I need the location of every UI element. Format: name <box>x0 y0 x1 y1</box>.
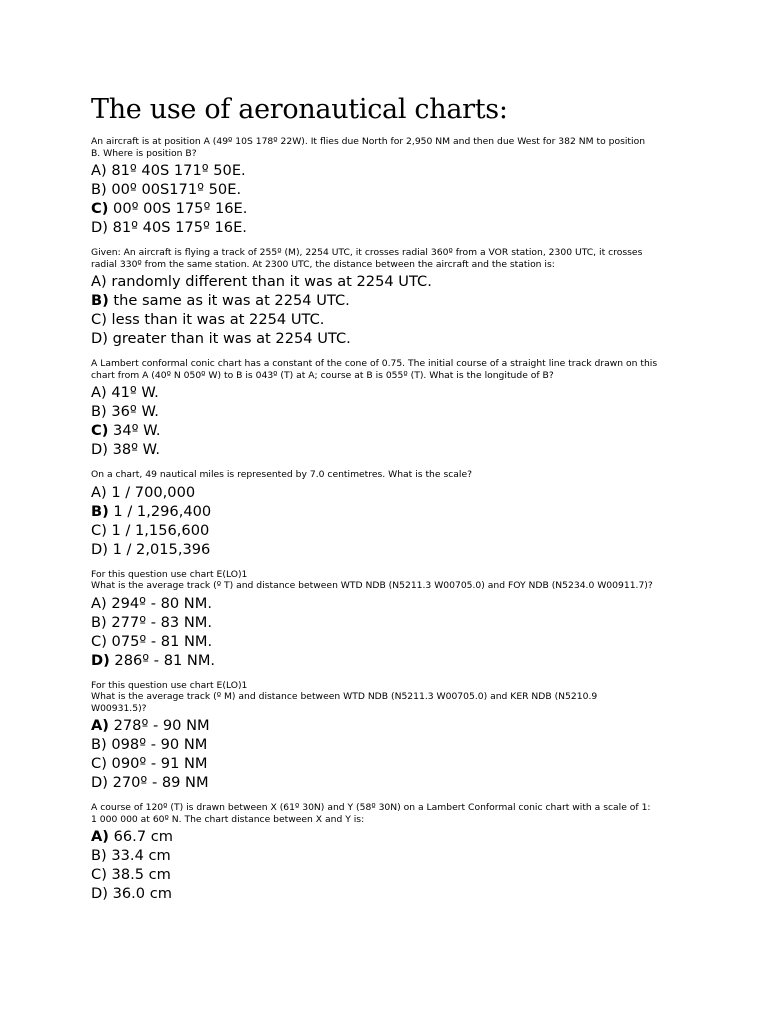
option-text: 098º - 90 NM <box>106 736 208 753</box>
answer-option <box>91 540 691 559</box>
answer-options <box>91 161 691 237</box>
option-text: 286º - 81 NM. <box>109 651 216 669</box>
document-page <box>91 92 691 913</box>
option-text: 00º 00S171º 50E. <box>106 181 242 198</box>
answer-options <box>91 594 691 670</box>
answer-option <box>91 440 691 459</box>
option-letter: C) <box>91 632 107 650</box>
page-title: The use of aeronautical charts: <box>91 94 508 125</box>
question-block <box>91 136 691 237</box>
answer-option <box>91 735 691 754</box>
answer-options <box>91 383 691 459</box>
option-text: 270º - 89 NM <box>107 774 209 791</box>
option-letter: C) <box>91 422 109 439</box>
option-letter: C) <box>91 311 107 328</box>
answer-option <box>91 827 691 846</box>
answer-options <box>91 716 691 792</box>
question-list <box>91 136 691 903</box>
answer-option <box>91 716 691 735</box>
option-letter: C) <box>91 866 107 883</box>
answer-option <box>91 199 691 218</box>
option-letter: B) <box>91 403 107 420</box>
option-text: 38º W. <box>107 441 161 458</box>
option-text: 294º - 80 NM. <box>106 594 212 612</box>
option-letter: A) <box>91 828 109 845</box>
option-text: 36.0 cm <box>107 885 172 902</box>
answer-option <box>91 754 691 773</box>
option-text: 1 / 1,156,600 <box>106 521 210 539</box>
option-letter: D) <box>91 330 108 347</box>
option-text: less than it was at 2254 UTC. <box>106 311 325 328</box>
option-text: greater than it was at 2254 UTC. <box>107 330 351 347</box>
question-block <box>91 680 691 793</box>
option-letter: B) <box>91 502 109 520</box>
option-text: 075º - 81 NM. <box>106 632 213 650</box>
answer-option <box>91 651 691 670</box>
question-block <box>91 569 691 670</box>
option-letter: C) <box>91 200 109 217</box>
question-text: For this question use chart E(LO)1 What is the average track (º T) and distance between WTD NDB (N5211.3 W00705.0) and FOY NDB (N5234.0 W00911.7)? <box>91 568 653 591</box>
answer-option <box>91 594 691 613</box>
option-letter: D) <box>91 774 108 791</box>
question-block <box>91 802 691 903</box>
option-text: 81º 40S 171º 50E. <box>106 162 246 179</box>
option-letter: A) <box>91 717 109 734</box>
option-letter: B) <box>91 181 107 198</box>
answer-option <box>91 773 691 792</box>
question-block <box>91 469 691 559</box>
option-text: the same as it was at 2254 UTC. <box>108 292 350 309</box>
option-text: 090º - 91 NM <box>106 755 208 772</box>
option-letter: A) <box>91 483 107 501</box>
option-letter: B) <box>91 847 107 864</box>
option-letter: D) <box>91 651 110 669</box>
answer-option <box>91 272 691 291</box>
question-text: On a chart, 49 nautical miles is represented by 7.0 centimetres. What is the scale? <box>91 469 473 480</box>
option-letter: B) <box>91 613 107 631</box>
option-letter: D) <box>91 441 108 458</box>
option-text: 1 / 1,296,400 <box>108 502 212 520</box>
option-letter: B) <box>91 736 107 753</box>
question-block <box>91 247 691 348</box>
answer-options <box>91 483 691 559</box>
option-text: 34º W. <box>108 422 161 439</box>
question-text: A Lambert conformal conic chart has a constant of the cone of 0.75. The initial course of a straight line track drawn on this chart from A (40º N 050º W) to B is 043º (T) at A; course at B is 055º (T). What is the longitude of B? <box>91 358 658 381</box>
answer-option <box>91 613 691 632</box>
option-letter: D) <box>91 219 108 236</box>
answer-option <box>91 483 691 502</box>
option-text: 36º W. <box>106 403 159 420</box>
option-text: 81º 40S 175º 16E. <box>107 219 247 236</box>
answer-option <box>91 632 691 651</box>
answer-option <box>91 402 691 421</box>
option-text: 1 / 2,015,396 <box>107 540 211 558</box>
option-letter: C) <box>91 521 107 539</box>
option-text: randomly different than it was at 2254 UTC. <box>106 273 432 290</box>
question-text: An aircraft is at position A (49º 10S 178º 22W). It flies due North for 2,950 NM and then due West for 382 NM to position B. Where is position B? <box>91 136 646 159</box>
option-letter: A) <box>91 384 107 401</box>
option-text: 1 / 700,000 <box>106 483 196 501</box>
answer-options <box>91 827 691 903</box>
answer-option <box>91 421 691 440</box>
option-text: 277º - 83 NM. <box>106 613 212 631</box>
answer-option <box>91 180 691 199</box>
option-text: 00º 00S 175º 16E. <box>108 200 248 217</box>
option-text: 41º W. <box>106 384 159 401</box>
option-letter: B) <box>91 292 109 309</box>
answer-options <box>91 272 691 348</box>
option-text: 66.7 cm <box>108 828 173 845</box>
answer-option <box>91 521 691 540</box>
answer-option <box>91 291 691 310</box>
answer-option <box>91 161 691 180</box>
answer-option <box>91 502 691 521</box>
answer-option <box>91 846 691 865</box>
answer-option <box>91 218 691 237</box>
question-text: Given: An aircraft is flying a track of 255º (M), 2254 UTC, it crosses radial 360º from a VOR station, 2300 UTC, it crosses radial 330º from the same station. At 2300 UTC, the distance between the aircraft and the station is: <box>91 247 643 270</box>
question-text: For this question use chart E(LO)1 What is the average track (º M) and distance between WTD NDB (N5211.3 W00705.0) and KER NDB (N5210.9 W00931.5)? <box>91 679 598 714</box>
answer-option <box>91 865 691 884</box>
option-text: 38.5 cm <box>106 866 171 883</box>
option-text: 278º - 90 NM <box>108 717 210 734</box>
answer-option <box>91 310 691 329</box>
answer-option <box>91 884 691 903</box>
question-text: A course of 120º (T) is drawn between X (61º 30N) and Y (58º 30N) on a Lambert Conformal conic chart with a scale of 1: 1 000 000 at 60º N. The chart distance between X and Y is: <box>91 802 651 825</box>
option-text: 33.4 cm <box>106 847 171 864</box>
option-letter: D) <box>91 885 108 902</box>
option-letter: D) <box>91 540 108 558</box>
question-block <box>91 358 691 459</box>
option-letter: A) <box>91 594 107 612</box>
answer-option <box>91 329 691 348</box>
option-letter: A) <box>91 273 107 290</box>
option-letter: A) <box>91 162 107 179</box>
answer-option <box>91 383 691 402</box>
option-letter: C) <box>91 755 107 772</box>
